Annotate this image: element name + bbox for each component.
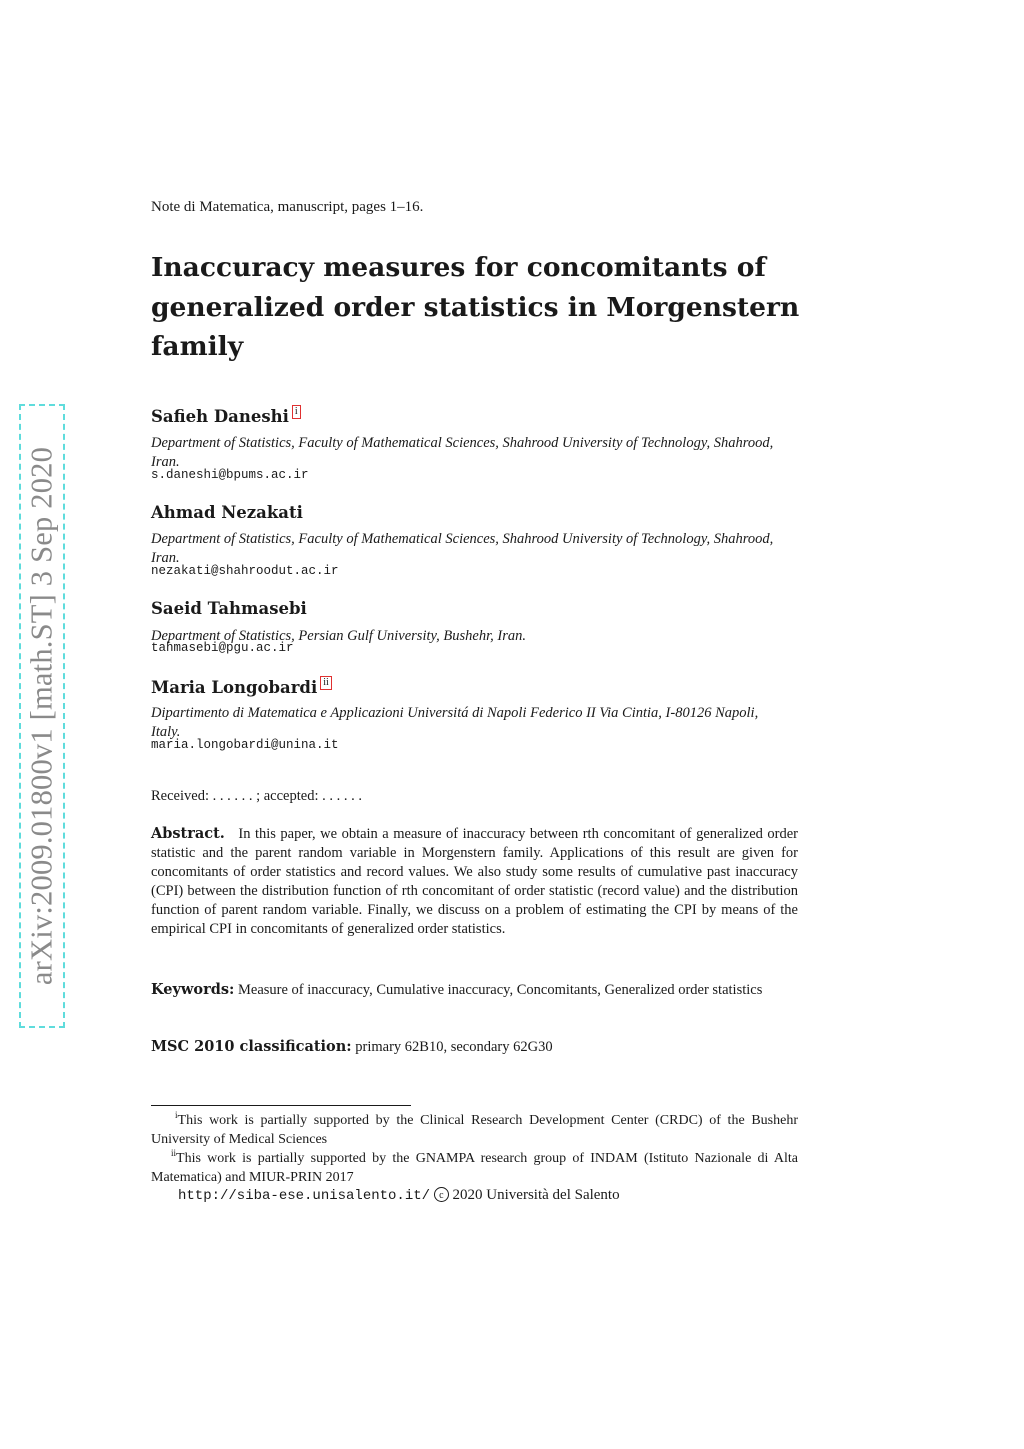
footnote-mark: i <box>175 1110 178 1120</box>
author-affiliation: Department of Statistics, Persian Gulf University, Bushehr, Iran. <box>151 628 526 644</box>
abstract <box>151 824 798 939</box>
author-name-nezakati <box>151 503 303 522</box>
author-email[interactable]: s.daneshi@bpums.ac.ir <box>151 468 309 482</box>
keywords-text: Measure of inaccuracy, Cumulative inaccuracy, Concomitants, Generalized order statistics <box>238 982 763 998</box>
abstract-label: Abstract. <box>151 825 225 842</box>
author-affiliation: Department of Statistics, Faculty of Mathematical Sciences, Shahrood University of Technology, Shahrood, Iran. <box>151 531 774 566</box>
author-name-tahmasebi <box>151 599 307 618</box>
copyright-icon: c <box>434 1187 449 1202</box>
msc-text: primary 62B10, secondary 62G30 <box>355 1039 553 1055</box>
arxiv-identifier[interactable]: arXiv:2009.01800v1 [math.ST] 3 Sep 2020 <box>24 446 59 986</box>
footnote-text: This work is partially supported by the Clinical Research Development Center (CRDC) of the Bushehr University of Medical Sciences <box>151 1113 798 1147</box>
footnote-text: This work is partially supported by the GNAMPA research group of INDAM (Istituto Nazionale di Alta Matematica) and MIUR-PRIN 2017 <box>151 1151 798 1185</box>
author-name: Saeid Tahmasebi <box>151 599 307 618</box>
author-email[interactable]: nezakati@shahroodut.ac.ir <box>151 564 339 578</box>
keywords-label: Keywords: <box>151 981 235 998</box>
author-name: Maria Longobardi <box>151 678 318 697</box>
footer-url[interactable]: http://siba-ese.unisalento.it/ <box>178 1188 431 1204</box>
footnote-mark: ii <box>171 1148 177 1158</box>
msc-classification <box>151 1037 798 1057</box>
footnote-link-ii[interactable]: ii <box>320 676 332 690</box>
footnote-divider <box>151 1105 411 1106</box>
footer-text: 2020 Università del Salento <box>452 1187 620 1203</box>
msc-label: MSC 2010 classification: <box>151 1038 352 1055</box>
author-name: Safieh Daneshi <box>151 407 289 426</box>
author-name-longobardi <box>151 676 332 697</box>
abstract-text: In this paper, we obtain a measure of inaccuracy between rth concomitant of generalized order statistic and the parent random variable in Morgenstern family. Applications of this result are given for concomitants of order statistics and record values. We also study some results of cumulative past inaccuracy (CPI) between the distribution function of rth concomitant of order statistic (record value) and the distribution function of parent random variable. Finally, we discuss on a problem of estimating the CPI by means of the empirical CPI in concomitants of generalized order statistics. <box>151 826 799 937</box>
author-name-daneshi <box>151 405 301 426</box>
author-name: Ahmad Nezakati <box>151 503 303 522</box>
page-footer <box>178 1187 620 1204</box>
paper-title: Inaccuracy measures for concomitants of generalized order statistics in Morgenstern family <box>151 252 800 362</box>
footnote-link-i[interactable]: i <box>292 405 301 419</box>
author-affiliation: Dipartimento di Matematica e Applicazioni Universitá di Napoli Federico II Via Cintia, I-80126 Napoli, Italy. <box>151 705 759 740</box>
footnote-i <box>151 1111 798 1149</box>
footnote-ii <box>151 1149 798 1187</box>
received-line: Received: . . . . . . ; accepted: . . . . . . <box>151 788 362 804</box>
author-email[interactable]: maria.longobardi@unina.it <box>151 738 339 752</box>
author-affiliation: Department of Statistics, Faculty of Mathematical Sciences, Shahrood University of Technology, Shahrood, Iran. <box>151 435 774 470</box>
journal-line: Note di Matematica, manuscript, pages 1–16. <box>151 199 424 215</box>
keywords <box>151 980 798 1000</box>
author-email[interactable]: tahmasebi@pgu.ac.ir <box>151 641 294 655</box>
